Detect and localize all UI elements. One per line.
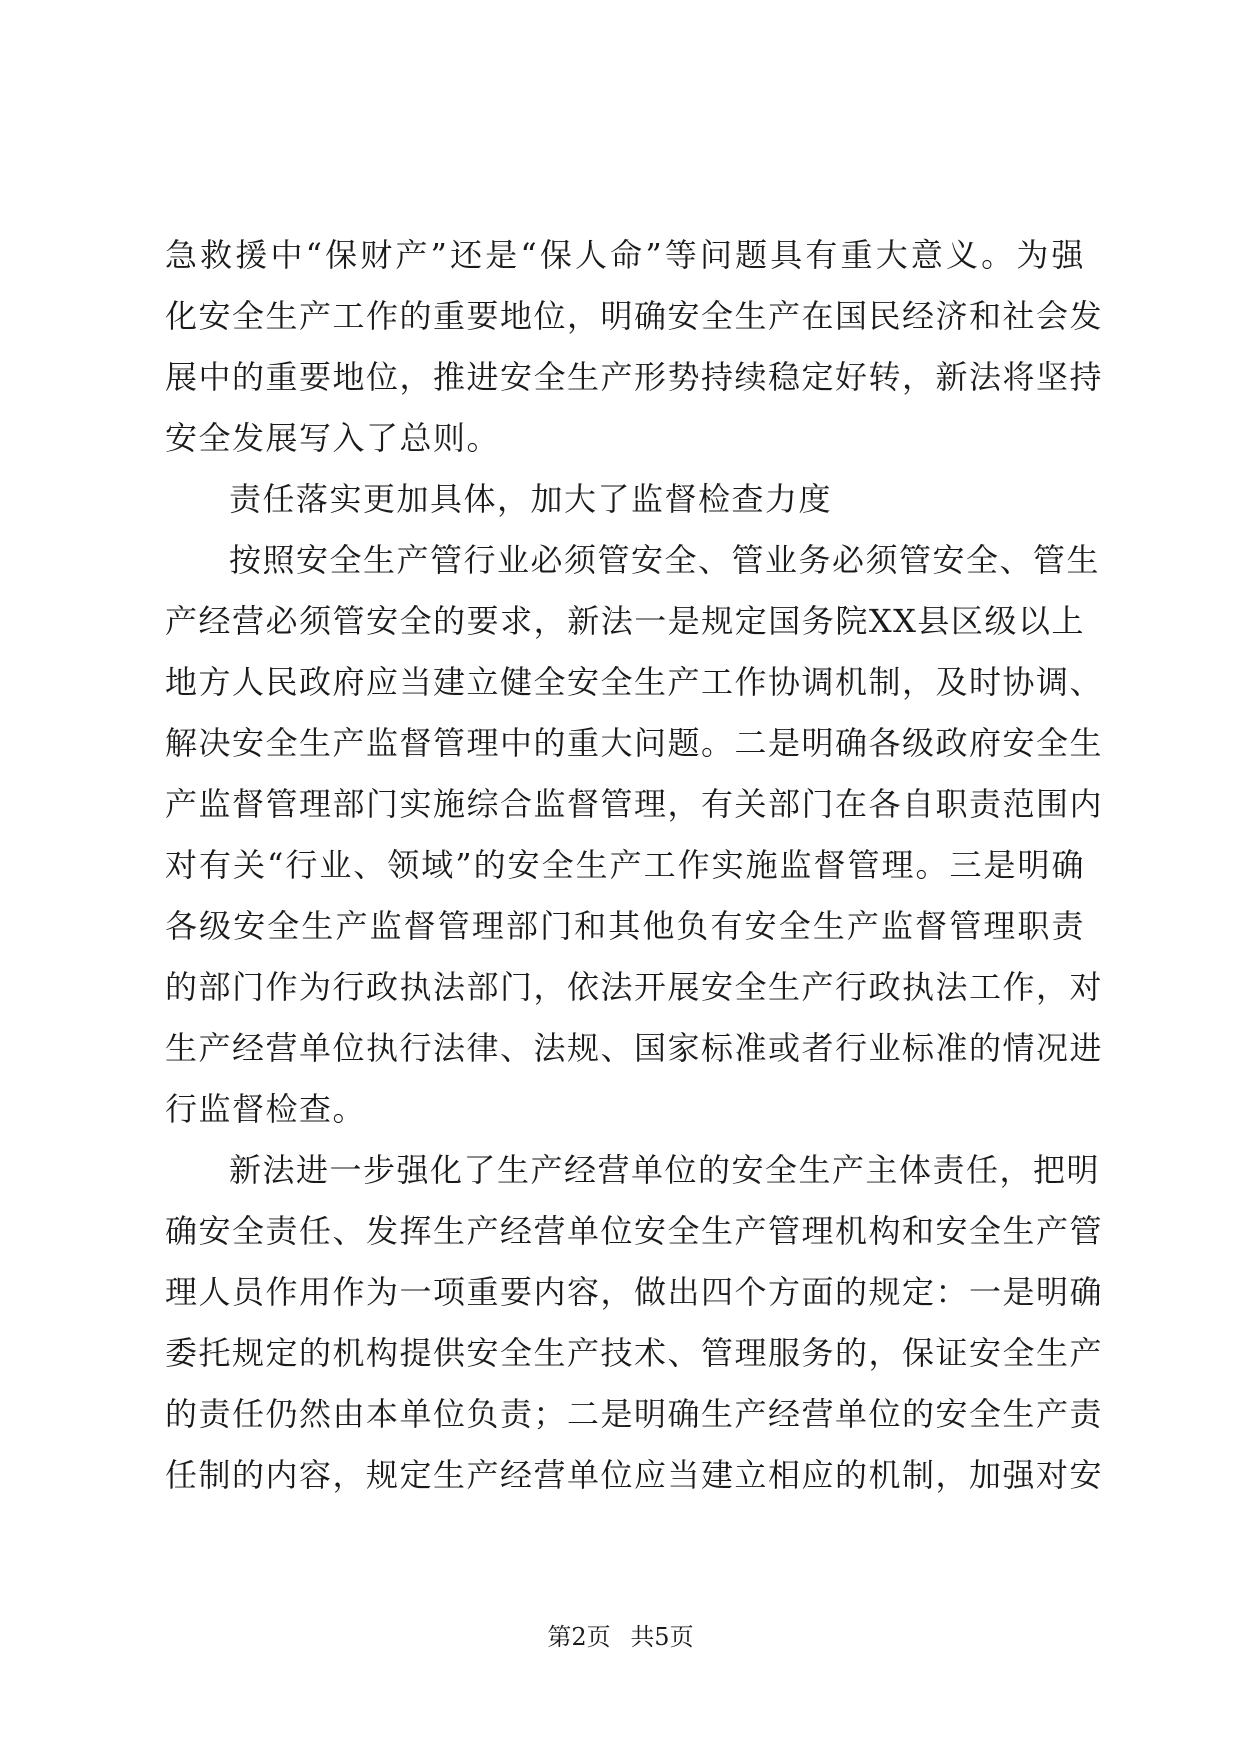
text-line: 的责任仍然由本单位负责；二是明确生产经营单位的安全生产责 — [165, 1395, 1104, 1433]
heading-text: 责任落实更加具体，加大了监督检查力度 — [229, 480, 833, 518]
text-line: 急救援中“保财产”还是“保人命”等问题具有重大意义。为强 — [165, 236, 1085, 274]
text-line: 按照安全生产管行业必须管安全、管业务必须管安全、管生 — [229, 541, 1101, 579]
text-line: 产监督管理部门实施综合监督管理，有关部门在各自职责范围内 — [165, 785, 1104, 823]
section-heading — [165, 469, 1085, 530]
paragraph-1 — [165, 225, 1104, 469]
text-line: 解决安全生产监督管理中的重大问题。二是明确各级政府安全生 — [165, 724, 1104, 762]
document-body — [165, 225, 1104, 1506]
page-footer — [0, 1622, 1241, 1652]
text-line: 生产经营单位执行法律、法规、国家标准或者行业标准的情况进 — [165, 1029, 1104, 1067]
text-line: 行监督检查。 — [165, 1090, 367, 1128]
text-line: 化安全生产工作的重要地位，明确安全生产在国民经济和社会发 — [165, 297, 1104, 335]
text-line: 确安全责任、发挥生产经营单位安全生产管理机构和安全生产管 — [165, 1212, 1104, 1250]
text-line: 的部门作为行政执法部门，依法开展安全生产行政执法工作，对 — [165, 968, 1104, 1006]
text-line: 产经营必须管安全的要求，新法一是规定国务院XX县区级以上 — [165, 602, 1085, 640]
page-total: 共5页 — [630, 1623, 694, 1651]
text-line: 地方人民政府应当建立健全安全生产工作协调机制，及时协调、 — [165, 663, 1104, 701]
text-line: 安全发展写入了总则。 — [165, 419, 501, 457]
text-line: 新法进一步强化了生产经营单位的安全生产主体责任，把明 — [229, 1151, 1101, 1189]
text-line: 对有关“行业、领域”的安全生产工作实施监督管理。三是明确 — [165, 846, 1085, 884]
text-line: 委托规定的机构提供安全生产技术、管理服务的，保证安全生产 — [165, 1334, 1104, 1372]
text-line: 理人员作用作为一项重要内容，做出四个方面的规定：一是明确 — [165, 1273, 1104, 1311]
text-line: 各级安全生产监督管理部门和其他负有安全生产监督管理职责 — [165, 907, 1085, 945]
text-line: 任制的内容，规定生产经营单位应当建立相应的机制，加强对安 — [165, 1456, 1104, 1494]
text-line: 展中的重要地位，推进安全生产形势持续稳定好转，新法将坚持 — [165, 358, 1104, 396]
page-number: 第2页 — [547, 1623, 611, 1651]
paragraph-3 — [165, 530, 1104, 1140]
paragraph-4 — [165, 1140, 1104, 1506]
